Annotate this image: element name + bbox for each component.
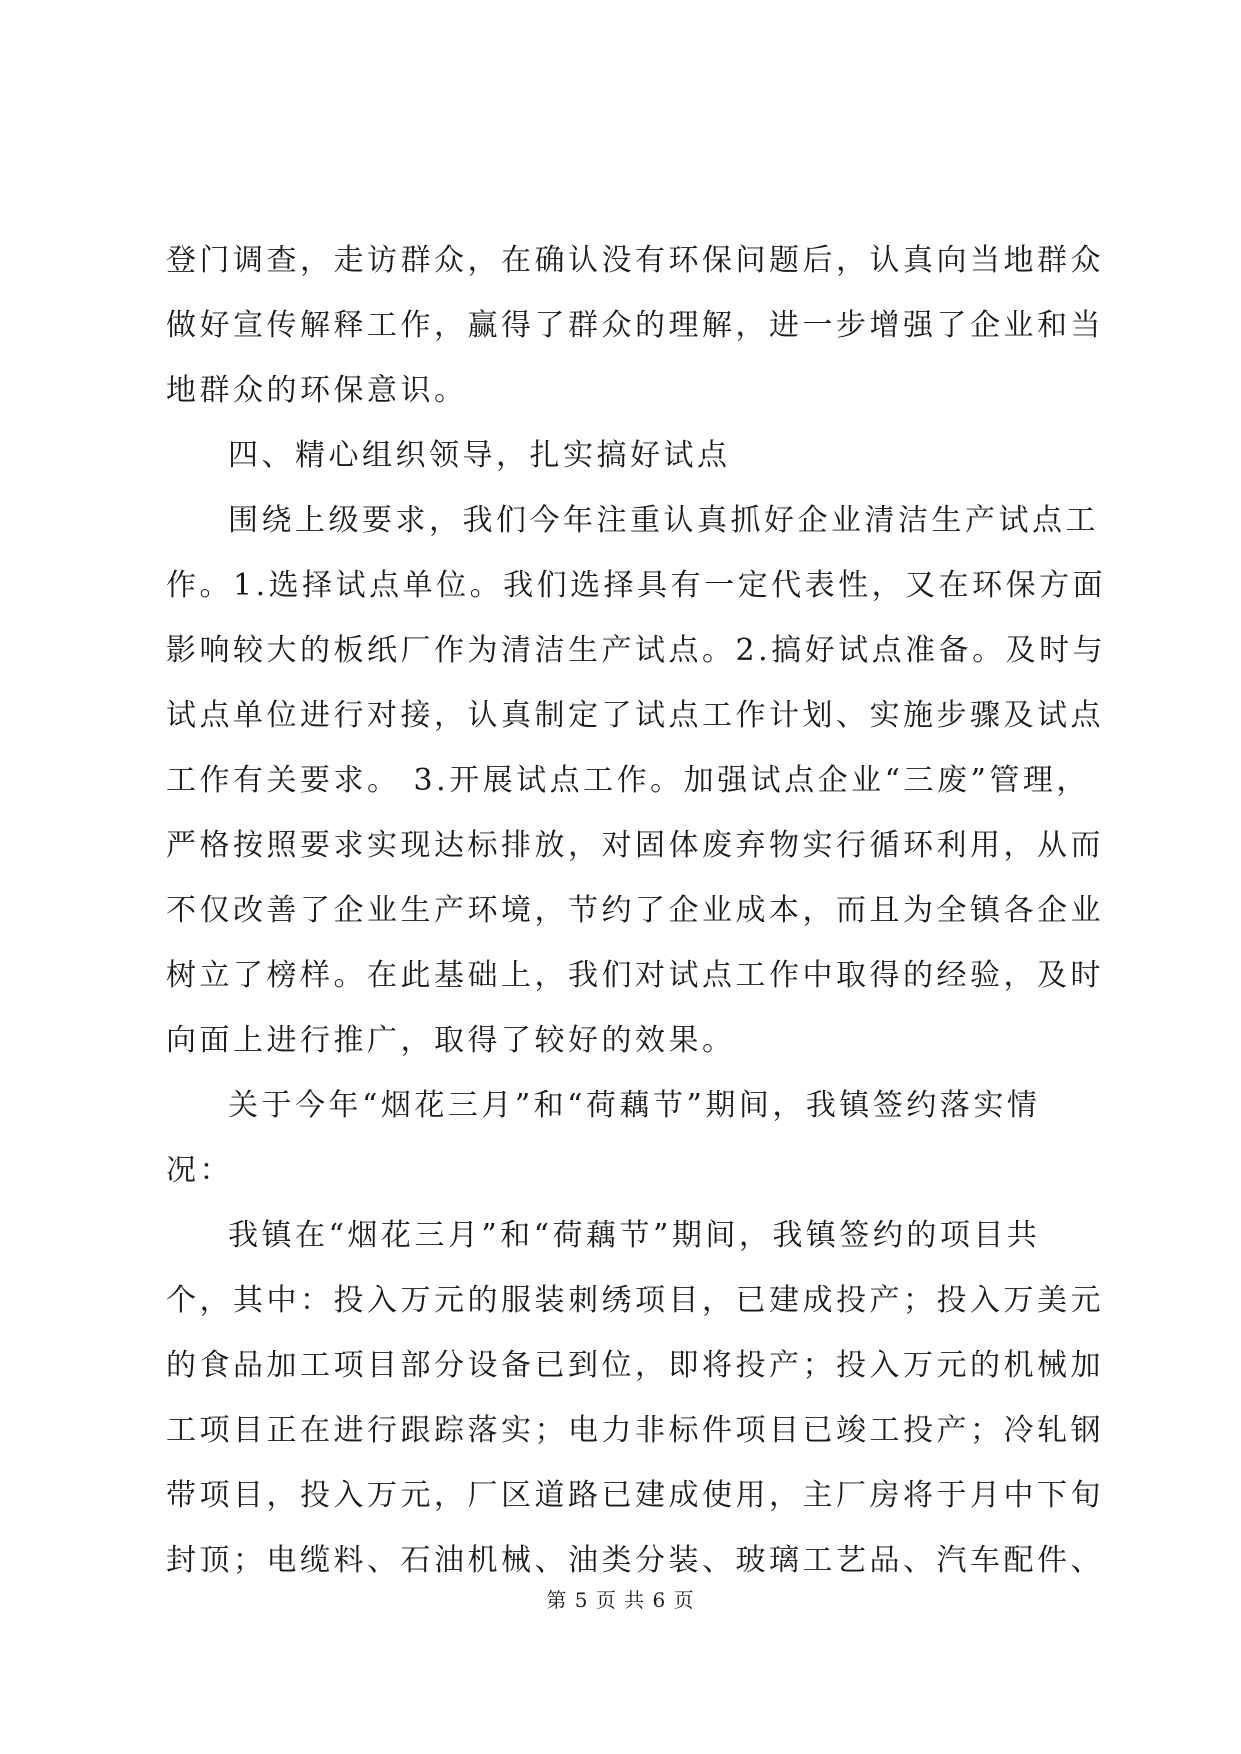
- text-line: 地群众的环保意识。: [166, 373, 468, 408]
- text-line: 影响较大的板纸厂作为清洁生产试点。2.搞好试点准备。及时与: [166, 633, 1107, 668]
- text-line: 作。1.选择试点单位。我们选择具有一定代表性，又在环保方面: [166, 568, 1107, 603]
- page-footer: [0, 1584, 1241, 1613]
- body-text: [166, 228, 1107, 1593]
- text-line: 向面上进行推广，取得了较好的效果。: [166, 1023, 736, 1058]
- text-line: 不仅改善了企业生产环境，节约了企业成本，而且为全镇各企业: [166, 893, 1104, 928]
- section-heading: 四、精心组织领导，扎实搞好试点: [228, 438, 731, 473]
- text-line: 试点单位进行对接，认真制定了试点工作计划、实施步骤及试点: [166, 698, 1104, 733]
- text-line: 工项目正在进行跟踪落实；电力非标件项目已竣工投产；冷轧钢: [166, 1413, 1104, 1448]
- text-line: 做好宣传解释工作，赢得了群众的理解，进一步增强了企业和当: [166, 308, 1104, 343]
- text-line: 我镇在“烟花三月”和“荷藕节”期间，我镇签约的项目共: [228, 1218, 1041, 1253]
- text-line: 个，其中：投入万元的服装刺绣项目，已建成投产；投入万美元: [166, 1283, 1104, 1318]
- text-line: 封顶；电缆料、石油机械、油类分装、玻璃工艺品、汽车配件、: [166, 1543, 1104, 1578]
- text-line: 围绕上级要求，我们今年注重认真抓好企业清洁生产试点工: [228, 503, 1099, 538]
- text-line: 严格按照要求实现达标排放，对固体废弃物实行循环利用，从而: [166, 828, 1104, 863]
- text-line: 的食品加工项目部分设备已到位，即将投产；投入万元的机械加: [166, 1348, 1104, 1383]
- text-line: 树立了榜样。在此基础上，我们对试点工作中取得的经验，及时: [166, 958, 1104, 993]
- page-number: 第 5 页 共 6 页: [546, 1588, 695, 1612]
- text-line: 工作有关要求。 3.开展试点工作。加强试点企业“三废”管理，: [166, 763, 1090, 798]
- text-line: 况：: [166, 1153, 233, 1188]
- text-line: 关于今年“烟花三月”和“荷藕节”期间，我镇签约落实情: [228, 1088, 1041, 1123]
- text-line: 登门调查，走访群众，在确认没有环保问题后，认真向当地群众: [166, 243, 1104, 278]
- text-line: 带项目，投入万元，厂区道路已建成使用，主厂房将于月中下旬: [166, 1478, 1104, 1513]
